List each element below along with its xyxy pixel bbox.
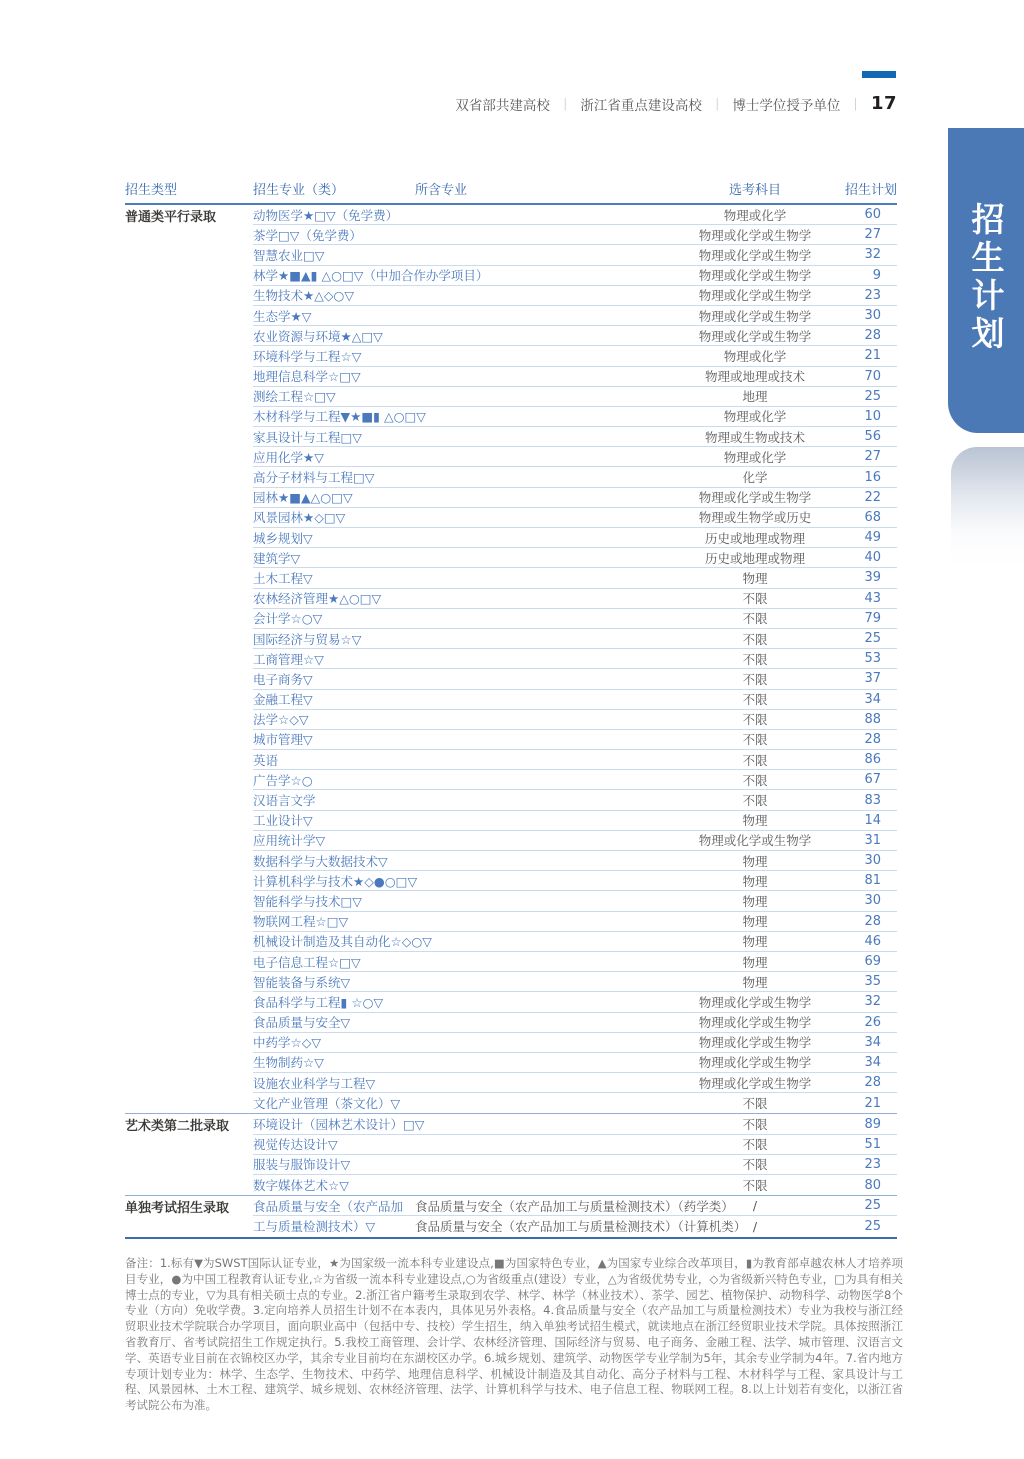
subjects-cell: 物理或化学或生物学 — [698, 833, 812, 849]
table-row — [125, 629, 897, 649]
admission-type-cell — [125, 1093, 253, 1113]
major-name: 广告学☆○ — [253, 772, 313, 788]
table-row — [125, 1216, 897, 1236]
table-row — [125, 205, 897, 225]
major-name: 园林★■▲△○□▽ — [253, 490, 353, 506]
table-row — [125, 1093, 897, 1113]
subjects-cell: 物理或化学 — [723, 409, 787, 425]
subjects-cell: / — [752, 1218, 758, 1234]
admission-type-cell — [125, 690, 253, 710]
side-tab-label: 招生计划 — [966, 202, 1006, 354]
plan-count-cell: 23 — [864, 1156, 881, 1172]
admission-type-cell — [125, 811, 253, 831]
enrollment-table — [125, 176, 897, 1239]
major-name: 汉语言文学 — [253, 793, 316, 809]
admission-type-cell — [125, 467, 253, 487]
major-name: 国际经济与贸易☆▽ — [253, 631, 362, 647]
subjects-cell: 不限 — [742, 631, 768, 647]
plan-count-cell: 27 — [864, 227, 881, 243]
table-row — [125, 609, 897, 629]
table-row — [125, 367, 897, 387]
admission-type-cell — [125, 286, 253, 306]
plan-count-cell: 34 — [864, 691, 881, 707]
table-row — [125, 912, 897, 932]
major-name: 环境科学与工程☆▽ — [253, 348, 362, 364]
plan-count-cell: 25 — [864, 388, 881, 404]
admission-type-cell — [125, 387, 253, 407]
subjects-cell: 不限 — [742, 732, 768, 748]
admission-type-cell — [125, 1175, 253, 1195]
plan-count-cell: 28 — [864, 731, 881, 747]
table-row — [125, 266, 897, 286]
major-name: 木材科学与工程▼★■▮ △○□▽ — [253, 409, 426, 425]
plan-count-cell: 30 — [864, 308, 881, 324]
major-name: 应用化学★▽ — [253, 449, 324, 465]
plan-count-cell: 43 — [864, 590, 881, 606]
included-major: 食品质量与安全（农产品加工与质量检测技术）（药学类） — [415, 1198, 734, 1214]
subjects-cell: 物理 — [742, 954, 768, 970]
subjects-cell: 物理或化学或生物学 — [698, 994, 812, 1010]
major-name: 家具设计与工程□▽ — [253, 429, 362, 445]
admission-type-cell — [125, 225, 253, 245]
table-row — [125, 528, 897, 548]
admission-type-cell — [125, 629, 253, 649]
table-row — [125, 427, 897, 447]
subjects-cell: 物理 — [742, 853, 768, 869]
admission-type-cell — [125, 851, 253, 871]
major-name: 数据科学与大数据技术▽ — [253, 853, 388, 869]
admission-type-cell — [125, 407, 253, 427]
admission-type-cell — [125, 548, 253, 568]
table-row — [125, 1053, 897, 1073]
major-name: 会计学☆○▽ — [253, 611, 323, 627]
subjects-cell: 不限 — [742, 591, 768, 607]
admission-type-cell — [125, 1033, 253, 1053]
plan-count-cell: 32 — [864, 994, 881, 1010]
plan-count-cell: 14 — [864, 812, 881, 828]
plan-count-cell: 28 — [864, 913, 881, 929]
table-row — [125, 690, 897, 710]
major-name: 高分子材料与工程□▽ — [253, 470, 375, 486]
subjects-cell: 物理或化学或生物学 — [698, 1055, 812, 1071]
major-name: 机械设计制造及其自动化☆◇○▽ — [253, 934, 432, 950]
major-name: 食品质量与安全▽ — [253, 1015, 351, 1031]
major-name: 物联网工程☆□▽ — [253, 914, 349, 930]
admission-type-cell — [125, 568, 253, 588]
table-row — [125, 508, 897, 528]
major-name: 林学★■▲▮ △○□▽（中加合作办学项目） — [253, 268, 489, 284]
subjects-cell: 物理或化学或生物学 — [698, 1015, 812, 1031]
major-name: 生态学★▽ — [253, 308, 312, 324]
admission-type-cell — [125, 932, 253, 952]
major-name: 工商管理☆▽ — [253, 651, 324, 667]
table-row — [125, 568, 897, 588]
table-body — [125, 205, 897, 1237]
subjects-cell: 不限 — [742, 793, 768, 809]
subjects-cell: 物理或化学或生物学 — [698, 1075, 812, 1091]
subjects-cell: 不限 — [742, 752, 768, 768]
plan-count-cell: 89 — [864, 1116, 881, 1132]
plan-count-cell: 27 — [864, 449, 881, 465]
table-row — [125, 1196, 897, 1216]
header-separator: ｜ — [710, 96, 724, 112]
major-name: 中药学☆◇▽ — [253, 1035, 321, 1051]
table-row — [125, 669, 897, 689]
table-row — [125, 851, 897, 871]
table-row — [125, 750, 897, 770]
plan-count-cell: 31 — [864, 832, 881, 848]
admission-type-cell — [125, 972, 253, 992]
major-name: 城乡规划▽ — [253, 530, 313, 546]
admission-type-cell — [125, 427, 253, 447]
plan-count-cell: 25 — [864, 1198, 881, 1214]
table-row — [125, 710, 897, 730]
subjects-cell: 不限 — [742, 772, 768, 788]
major-name: 建筑学▽ — [253, 550, 301, 566]
header-badge: 双省部共建高校 — [455, 97, 550, 114]
table-row — [125, 1135, 897, 1155]
admission-type-cell — [125, 609, 253, 629]
subjects-cell: 物理或生物或技术 — [704, 429, 805, 445]
plan-count-cell: 86 — [864, 752, 881, 768]
admission-type-cell — [125, 831, 253, 851]
table-row — [125, 548, 897, 568]
header-separator: ｜ — [849, 96, 862, 112]
column-header-subjects: 选考科目 — [728, 183, 781, 198]
plan-count-cell: 40 — [864, 550, 881, 566]
admission-type-cell — [125, 871, 253, 891]
header-badge: 浙江省重点建设高校 — [580, 97, 702, 114]
major-name: 金融工程▽ — [253, 692, 313, 708]
major-name: 智能科学与技术□▽ — [253, 893, 362, 909]
subjects-cell: 不限 — [742, 712, 768, 728]
major-name: 智慧农业□▽ — [253, 247, 325, 263]
notes-text: 1.标有▼为SWST国际认证专业，★为国家级一流本科专业建设点,■为国家特色专业，▲为国家专业综合改革项目，▮为教育部卓越农林人才培养项目专业，●为中国工程教育认证专业,☆为省级一流本科专业建设点,○为省级重点(建设）专业，△为省级优势专业，◇为省级新兴特色专业，□为具有相关博士点的专业，▽为具有相关硕士点的专业。2.浙江省户籍考生录取到农学、林学、林学（林业技术）、茶学、园艺、植物保护、动物科学、动物医学8个专业（方向）免收学费。3.定向培养人员招生计划不在本表内，具体见另外表格。4.食品质量与安全（农产品加工与质量检测技术）专业为我校与浙江经贸职业技术学院联合办学项目，面向职业高中（包括中专、技校）学生招生，纳入单独考试招生模式，就读地点在浙江经贸职业技术学院。具体按照浙江省教育厅、省考试院招生工作规定执行。5.我校工商管理、会计学、农林经济管理、国际经济与贸易、电子商务、金融工程、法学、城市管理、汉语言文学、英语专业目前在衣锦校区办学，其余专业目前均在东湖校区办学。6.城乡规划、建筑学、动物医学专业学制为5年，其余专业学制为4年。7.省内地方专项计划专业为：林学、生态学、生物技术、中药学、地理信息科学、机械设计制造及其自动化、高分子材料与工程、木材科学与工程、家具设计与工程、风景园林、土木工程、建筑学、城乡规划、农林经济管理、法学、计算机科学与技术、电子信息工程、物联网工程。8.以上计划若有变化，以浙江省考试院公布为准。 — [125, 1256, 904, 1413]
plan-count-cell: 67 — [864, 772, 881, 788]
subjects-cell: 物理或化学或生物学 — [698, 490, 812, 506]
admission-type-cell — [125, 266, 253, 286]
major-name: 工与质量检测技术）▽ — [253, 1219, 376, 1235]
plan-count-cell: 46 — [864, 933, 881, 949]
table-row — [125, 730, 897, 750]
subjects-cell: 物理 — [742, 934, 768, 950]
subjects-cell: 物理或化学或生物学 — [698, 1035, 812, 1051]
subjects-cell: 不限 — [742, 1157, 768, 1173]
major-name: 测绘工程☆□▽ — [253, 389, 336, 405]
plan-count-cell: 28 — [864, 1075, 881, 1091]
table-row — [125, 589, 897, 609]
subjects-cell: 物理 — [742, 974, 768, 990]
major-name: 智能装备与系统▽ — [253, 974, 351, 990]
subjects-cell: 物理 — [742, 914, 768, 930]
admission-type-cell — [125, 245, 253, 265]
plan-count-cell: 9 — [872, 267, 881, 283]
major-name: 视觉传达设计▽ — [253, 1137, 338, 1153]
major-name: 城市管理▽ — [253, 732, 313, 748]
subjects-cell: 物理或化学或生物学 — [698, 288, 812, 304]
major-name: 农林经济管理★△○□▽ — [253, 591, 382, 607]
table-row — [125, 1073, 897, 1093]
plan-count-cell: 30 — [864, 853, 881, 869]
column-header-admission-type: 招生类型 — [125, 183, 178, 198]
side-tab-reflection — [951, 447, 1024, 565]
admission-type-cell — [125, 528, 253, 548]
table-row — [125, 225, 897, 245]
table-header-row — [125, 176, 897, 205]
table-row — [125, 447, 897, 467]
admission-type-cell — [125, 1013, 253, 1033]
admission-type-cell — [125, 346, 253, 366]
subjects-cell: 物理或化学或生物学 — [698, 268, 812, 284]
subjects-cell: 化学 — [742, 470, 768, 486]
plan-count-cell: 53 — [864, 651, 881, 667]
subjects-cell: 物理或化学或生物学 — [698, 227, 812, 243]
admission-type-cell — [125, 649, 253, 669]
table-row — [125, 649, 897, 669]
subjects-cell: 物理 — [742, 873, 768, 889]
notes-label: 备注： — [125, 1256, 160, 1270]
major-name: 土木工程▽ — [253, 570, 313, 586]
table-row — [125, 1114, 897, 1134]
plan-count-cell: 32 — [864, 247, 881, 263]
header-separator: ｜ — [558, 96, 572, 112]
subjects-cell: 不限 — [742, 1117, 768, 1133]
table-row — [125, 790, 897, 810]
table-row — [125, 387, 897, 407]
plan-count-cell: 88 — [864, 711, 881, 727]
plan-count-cell: 56 — [864, 429, 881, 445]
table-row — [125, 770, 897, 790]
plan-count-cell: 34 — [864, 1054, 881, 1070]
admission-type-cell — [125, 891, 253, 911]
table-row — [125, 1175, 897, 1195]
table-row — [125, 1013, 897, 1033]
table-row — [125, 972, 897, 992]
admission-type-cell — [125, 488, 253, 508]
subjects-cell: 物理 — [742, 570, 768, 586]
major-name: 电子信息工程☆□▽ — [253, 954, 361, 970]
table-row — [125, 932, 897, 952]
subjects-cell: 物理或化学 — [723, 207, 787, 223]
admission-type-cell — [125, 730, 253, 750]
table-row — [125, 306, 897, 326]
subjects-cell: 物理或地理或技术 — [704, 369, 805, 385]
page-number: 17 — [870, 93, 897, 114]
table-row — [125, 245, 897, 265]
major-name: 工业设计▽ — [253, 813, 313, 829]
subjects-cell: 物理或化学 — [723, 449, 787, 465]
admission-type-cell — [125, 1216, 253, 1236]
table-row — [125, 891, 897, 911]
admission-type-cell — [125, 952, 253, 972]
table-row — [125, 1033, 897, 1053]
table-row — [125, 811, 897, 831]
admission-type-cell — [125, 589, 253, 609]
plan-count-cell: 21 — [864, 348, 881, 364]
plan-count-cell: 69 — [864, 954, 881, 970]
subjects-cell: 物理或化学或生物学 — [698, 328, 812, 344]
admission-type-cell — [125, 508, 253, 528]
major-name: 文化产业管理（茶文化）▽ — [253, 1096, 401, 1112]
plan-count-cell: 70 — [864, 368, 881, 384]
side-tab-enrollment-plan — [948, 128, 1024, 433]
table-row — [125, 1155, 897, 1175]
subjects-cell: 物理或化学 — [723, 348, 787, 364]
subjects-cell: 物理或化学或生物学 — [698, 308, 812, 324]
subjects-cell: 历史或地理或物理 — [704, 530, 805, 546]
plan-count-cell: 21 — [864, 1095, 881, 1111]
major-name: 环境设计（园林艺术设计）□▽ — [253, 1117, 425, 1133]
major-name: 农业资源与环境★△□▽ — [253, 328, 383, 344]
admission-type-cell — [125, 710, 253, 730]
major-name: 计算机科学与技术★◇●○□▽ — [253, 873, 418, 889]
plan-count-cell: 34 — [864, 1034, 881, 1050]
plan-count-cell: 39 — [864, 570, 881, 586]
subjects-cell: 物理或生物学或历史 — [698, 510, 812, 526]
plan-count-cell: 25 — [864, 1218, 881, 1234]
subjects-cell: 不限 — [742, 671, 768, 687]
table-row — [125, 992, 897, 1012]
major-name: 服装与服饰设计▽ — [253, 1157, 351, 1173]
major-name: 食品科学与工程▮ ☆○▽ — [253, 994, 384, 1010]
major-name: 数字媒体艺术☆▽ — [253, 1178, 349, 1194]
admission-type-cell — [125, 669, 253, 689]
admission-type-cell: 单独考试招生录取 — [125, 1200, 230, 1216]
subjects-cell: 不限 — [742, 692, 768, 708]
admission-type-cell — [125, 367, 253, 387]
page-header — [455, 93, 897, 114]
subjects-cell: 不限 — [742, 1137, 768, 1153]
plan-count-cell: 68 — [864, 509, 881, 525]
included-major: 食品质量与安全（农产品加工与质量检测技术）（计算机类） — [415, 1219, 747, 1235]
major-name: 风景园林★◇□▽ — [253, 510, 346, 526]
table-section — [125, 205, 897, 1113]
major-name: 动物医学★□▽（免学费） — [253, 207, 399, 223]
major-name: 法学☆◇▽ — [253, 712, 309, 728]
subjects-cell: / — [752, 1198, 758, 1214]
admission-type-cell — [125, 1155, 253, 1175]
plan-count-cell: 80 — [864, 1177, 881, 1193]
subjects-cell: 物理 — [742, 893, 768, 909]
column-header-major: 招生专业（类） — [253, 183, 345, 198]
plan-count-cell: 25 — [864, 631, 881, 647]
major-name: 英语 — [253, 752, 279, 768]
plan-count-cell: 79 — [864, 610, 881, 626]
plan-count-cell: 83 — [864, 792, 881, 808]
admission-type-cell — [125, 992, 253, 1012]
subjects-cell: 不限 — [742, 611, 768, 627]
admission-type-cell — [125, 306, 253, 326]
plan-count-cell: 16 — [864, 469, 881, 485]
table-section — [125, 1195, 897, 1236]
major-name: 应用统计学▽ — [253, 833, 326, 849]
subjects-cell: 历史或地理或物理 — [704, 550, 805, 566]
admission-type-cell — [125, 912, 253, 932]
subjects-cell: 不限 — [742, 1178, 768, 1194]
plan-count-cell: 49 — [864, 530, 881, 546]
plan-count-cell: 35 — [864, 974, 881, 990]
admission-type-cell: 艺术类第二批录取 — [125, 1119, 230, 1135]
header-badge: 博士学位授予单位 — [732, 97, 841, 114]
major-name: 地理信息科学☆□▽ — [253, 369, 361, 385]
column-header-included-major: 所含专业 — [415, 183, 468, 198]
admission-type-cell — [125, 1135, 253, 1155]
plan-count-cell: 51 — [864, 1136, 881, 1152]
column-header-plan: 招生计划 — [844, 183, 897, 198]
subjects-cell: 不限 — [742, 1096, 768, 1112]
major-name: 生物技术★△◇○▽ — [253, 288, 354, 304]
plan-count-cell: 10 — [864, 408, 881, 424]
subjects-cell: 物理或化学或生物学 — [698, 247, 812, 263]
major-name: 设施农业科学与工程▽ — [253, 1075, 376, 1091]
admission-type-cell — [125, 770, 253, 790]
table-row — [125, 467, 897, 487]
table-row — [125, 407, 897, 427]
plan-count-cell: 26 — [864, 1014, 881, 1030]
major-name: 茶学□▽（免学费） — [253, 227, 362, 243]
admission-type-cell — [125, 750, 253, 770]
admission-type-cell — [125, 326, 253, 346]
table-row — [125, 871, 897, 891]
plan-count-cell: 28 — [864, 328, 881, 344]
table-row — [125, 286, 897, 306]
table-section — [125, 1113, 897, 1195]
table-bottom-border — [125, 1237, 897, 1239]
plan-count-cell: 81 — [864, 873, 881, 889]
table-row — [125, 831, 897, 851]
plan-count-cell: 23 — [864, 287, 881, 303]
admission-type-cell — [125, 790, 253, 810]
subjects-cell: 地理 — [742, 389, 768, 405]
accent-bar — [862, 71, 896, 78]
table-row — [125, 346, 897, 366]
subjects-cell: 不限 — [742, 651, 768, 667]
admission-type-cell — [125, 447, 253, 467]
major-name: 食品质量与安全（农产品加 — [253, 1198, 404, 1214]
table-row — [125, 952, 897, 972]
subjects-cell: 物理 — [742, 813, 768, 829]
major-name: 电子商务▽ — [253, 671, 313, 687]
plan-count-cell: 37 — [864, 671, 881, 687]
notes — [125, 1256, 903, 1414]
plan-count-cell: 60 — [864, 207, 881, 223]
admission-type-cell — [125, 1053, 253, 1073]
plan-count-cell: 30 — [864, 893, 881, 909]
plan-count-cell: 22 — [864, 489, 881, 505]
admission-type-cell: 普通类平行录取 — [125, 209, 217, 225]
major-name: 生物制药☆▽ — [253, 1055, 324, 1071]
admission-type-cell — [125, 1073, 253, 1093]
table-row — [125, 488, 897, 508]
table-row — [125, 326, 897, 346]
